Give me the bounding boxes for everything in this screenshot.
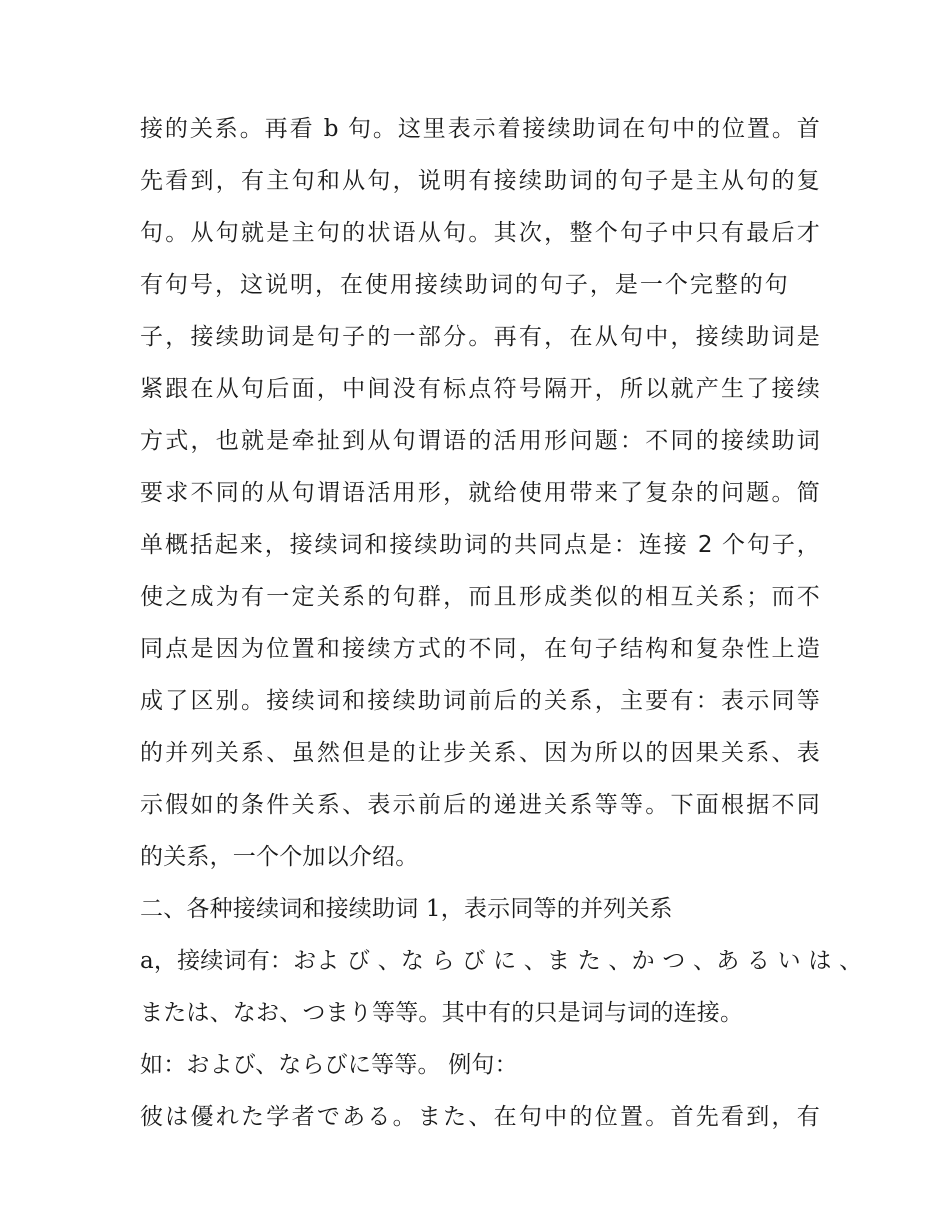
paragraph-line: 要求不同的从句谓语活用形，就给使用带来了复杂的问题。简 (140, 480, 820, 506)
paragraph-line: 的关系，一个个加以介绍。 (140, 844, 419, 870)
paragraph-line: 同点是因为位置和接续方式的不同，在句子结构和复杂性上造 (140, 636, 820, 662)
paragraph-line: 子，接续助词是句子的一部分。再有，在从句中，接续助词是 (140, 324, 820, 350)
paragraph-line: a，接续词有：およ び 、な ら び に 、ま た 、か つ 、あ る い は 、 (140, 948, 863, 974)
paragraph-line: 先看到，有主句和从句，说明有接续助词的句子是主从句的复 (140, 168, 820, 194)
paragraph-line: 如：および、ならびに等等。 例句： (140, 1052, 518, 1078)
paragraph-line: 使之成为有一定关系的句群，而且形成类似的相互关系；而不 (140, 584, 820, 610)
section-heading-subtitle: 1，表示同等的并列关系 (425, 896, 673, 922)
section-heading-title: 二、各种接续词和接续助词 (140, 896, 426, 922)
paragraph-line: 有句号，这说明，在使用接续助词的句子，是一个完整的句 (140, 272, 788, 298)
paragraph-line: 彼は優れた学者である。また、在句中的位置。首先看到，有 (140, 1104, 820, 1130)
paragraph-line: 成了区别。接续词和接续助词前后的关系，主要有：表示同等 (140, 688, 820, 714)
paragraph-line: 紧跟在从句后面，中间没有标点符号隔开，所以就产生了接续 (140, 376, 820, 402)
section-heading (140, 888, 820, 930)
paragraph-line: 句。从句就是主句的状语从句。其次，整个句子中只有最后才 (140, 220, 820, 246)
paragraph-line: 的并列关系、虽然但是的让步关系、因为所以的因果关系、表 (140, 740, 820, 766)
paragraph-line: または、なお、つまり等等。其中有的只是词与词的连接。 (140, 1000, 744, 1026)
paragraph-line: 单概括起来，接续词和接续助词的共同点是：连接 2 个句子， (140, 532, 820, 558)
paragraph-line: 接的关系。再看 b 句。这里表示着接续助词在句中的位置。首 (140, 116, 820, 142)
paragraph-line: 示假如的条件关系、表示前后的递进关系等等。下面根据不同 (140, 792, 820, 818)
paragraph-line: 方式，也就是牵扯到从句谓语的活用形问题：不同的接续助词 (140, 428, 820, 454)
